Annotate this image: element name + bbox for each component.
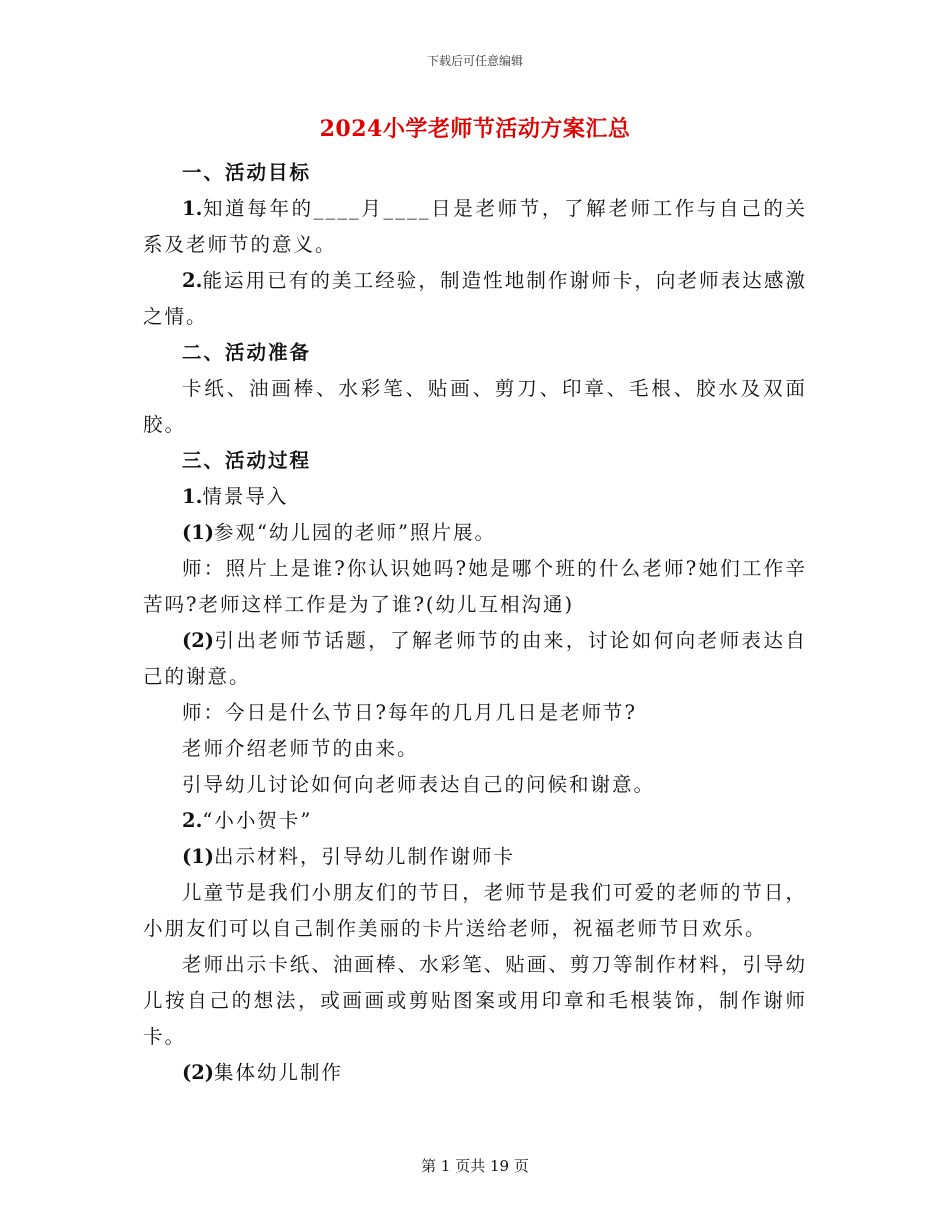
section-heading: 二、活动准备 (182, 341, 312, 364)
paragraph: 儿童节是我们小朋友们的节日，老师节是我们可爱的老师的节日，小朋友们可以自己制作美丽的卡片送给老师，祝福老师节日欢乐。 (143, 881, 807, 940)
paragraph: 引导幼儿讨论如何向老师表达自己的问候和谢意。 (182, 773, 656, 796)
paragraph: 卡纸、油画棒、水彩笔、贴画、剪刀、印章、毛根、胶水及双面胶。 (143, 377, 807, 436)
paragraph: 1.知道每年的____月____日是老师节，了解老师工作与自己的关系及老师节的意义。 (143, 197, 807, 256)
page-header: 下载后可任意编辑 (426, 54, 523, 68)
paragraph: (1)出示材料，引导幼儿制作谢师卡 (182, 845, 516, 868)
page-footer: 第 1 页共 19 页 (421, 1157, 529, 1175)
paragraph: 师：照片上是谁?你认识她吗?她是哪个班的什么老师?她们工作辛苦吗?老师这样工作是为了谁?(幼儿互相沟通) (143, 557, 807, 616)
section-heading: 一、活动目标 (182, 161, 312, 184)
paragraph: (2)集体幼儿制作 (182, 1061, 344, 1084)
paragraph: 2.“小小贺卡” (182, 809, 313, 832)
document-title: 2024小学老师节活动方案汇总 (319, 116, 631, 142)
paragraph: 师：今日是什么节日?每年的几月几日是老师节? (182, 701, 637, 724)
section-heading: 三、活动过程 (182, 449, 312, 472)
paragraph: 2.能运用已有的美工经验，制造性地制作谢师卡，向老师表达感激之情。 (143, 269, 807, 328)
paragraph: 1.情景导入 (182, 485, 289, 508)
paragraph: (1)参观“幼儿园的老师”照片展。 (182, 521, 496, 544)
paragraph: 老师介绍老师节的由来。 (182, 737, 419, 760)
paragraph: 老师出示卡纸、油画棒、水彩笔、贴画、剪刀等制作材料，引导幼儿按自己的想法，或画画或剪贴图案或用印章和毛根装饰，制作谢师卡。 (143, 953, 807, 1048)
document-body (143, 155, 807, 1091)
paragraph: (2)引出老师节话题，了解老师节的由来，讨论如何向老师表达自己的谢意。 (143, 629, 807, 688)
